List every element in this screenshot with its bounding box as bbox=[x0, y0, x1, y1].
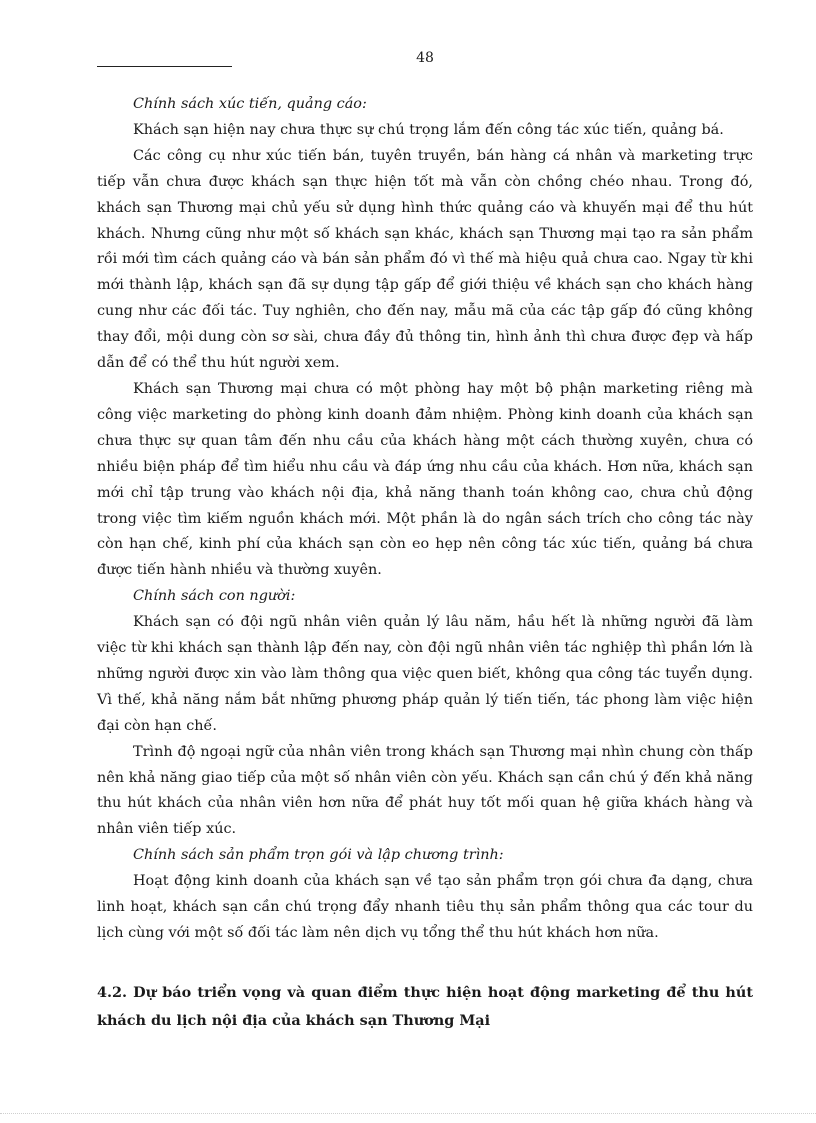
page-number: 48 bbox=[416, 50, 434, 66]
body-text bbox=[97, 92, 753, 947]
paragraph: Khách sạn Thương mại chưa có một phòng hay một bộ phận marketing riêng mà công việc marketing do phòng kinh doanh đảm nhiệm. Phòng kinh doanh của khách sạn chưa thực sự quan tâm đến nhu cầu của khách hàng một cách thường xuyên, chưa có nhiều biện pháp để tìm hiểu nhu cầu và đáp ứng nhu cầu của khách. Hơn nữa, khách sạn mới chỉ tập trung vào khách nội địa, khả năng thanh toán không cao, chưa chủ động trong việc tìm kiếm nguồn khách mới. Một phần là do ngân sách trích cho công tác này còn hạn chế, kinh phí của khách sạn còn eo hẹp nên công tác xúc tiến, quảng bá chưa được tiến hành nhiều và thường xuyên. bbox=[97, 380, 753, 579]
subheading-promotion-policy: Chính sách xúc tiến, quảng cáo: bbox=[133, 96, 367, 112]
paragraph: Trình độ ngoại ngữ của nhân viên trong khách sạn Thương mại nhìn chung còn thấp nên khả năng giao tiếp của một số nhân viên còn yếu. Khách sạn cần chú ý đến khả năng thu hút khách của nhân viên hơn nữa để phát huy tốt mối quan hệ giữa khách hàng và nhân viên tiếp xúc. bbox=[97, 743, 753, 838]
paragraph: Hoạt động kinh doanh của khách sạn về tạo sản phẩm trọn gói chưa đa dạng, chưa linh hoạt, khách sạn cần chú trọng đẩy nhanh tiêu thụ sản phẩm thông qua các tour du lịch cùng với một số đối tác làm nên dịch vụ tổng thể thu hút khách hơn nữa. bbox=[97, 873, 753, 941]
paragraph: Các công cụ như xúc tiến bán, tuyên truyền, bán hàng cá nhân và marketing trực tiếp vẫn chưa được khách sạn thực hiện tốt mà vẫn còn chồng chéo nhau. Trong đó, khách sạn Thương mại chủ yếu sử dụng hình thức quảng cáo và khuyến mại để thu hút khách. Nhưng cũng như một số khách sạn khác, khách sạn Thương mại tạo ra sản phẩm rồi mới tìm cách quảng cáo và bán sản phẩm đó vì thế mà hiệu quả chưa cao. Ngay từ khi mới thành lập, khách sạn đã sự dụng tập gấp để giới thiệu về khách sạn cho khách hàng cung như các đối tác. Tuy nghiên, cho đến nay, mẫu mã của các tập gấp đó cũng không thay đổi, mội dung còn sơ sài, chưa đầy đủ thông tin, hình ảnh thì chưa được đẹp và hấp dẫn để có thể thu hút người xem. bbox=[97, 147, 753, 372]
subheading-people-policy: Chính sách con người: bbox=[133, 588, 296, 605]
header-rule bbox=[97, 66, 232, 67]
paragraph: Khách sạn có đội ngũ nhân viên quản lý lâu năm, hầu hết là những người đã làm việc từ khi khách sạn thành lập đến nay, còn đội ngũ nhân viên tác nghiệp thì phần lớn là những người được xin vào làm thông qua việc quen biết, không qua công tác tuyển dụng. Vì thế, khả năng nắm bắt những phương pháp quản lý tiến tiến, tác phong làm việc hiện đại còn hạn chế. bbox=[97, 614, 753, 734]
paragraph: Khách sạn hiện nay chưa thực sự chú trọng lắm đến công tác xúc tiến, quảng bá. bbox=[133, 121, 724, 138]
page-bottom-border bbox=[0, 1113, 816, 1114]
subheading-package-policy: Chính sách sản phẩm trọn gói và lập chương trình: bbox=[133, 847, 504, 864]
section-heading: 4.2. Dự báo triển vọng và quan điểm thực hiện hoạt động marketing để thu hút khách du lịch nội địa của khách sạn Thương Mại bbox=[97, 984, 753, 1029]
